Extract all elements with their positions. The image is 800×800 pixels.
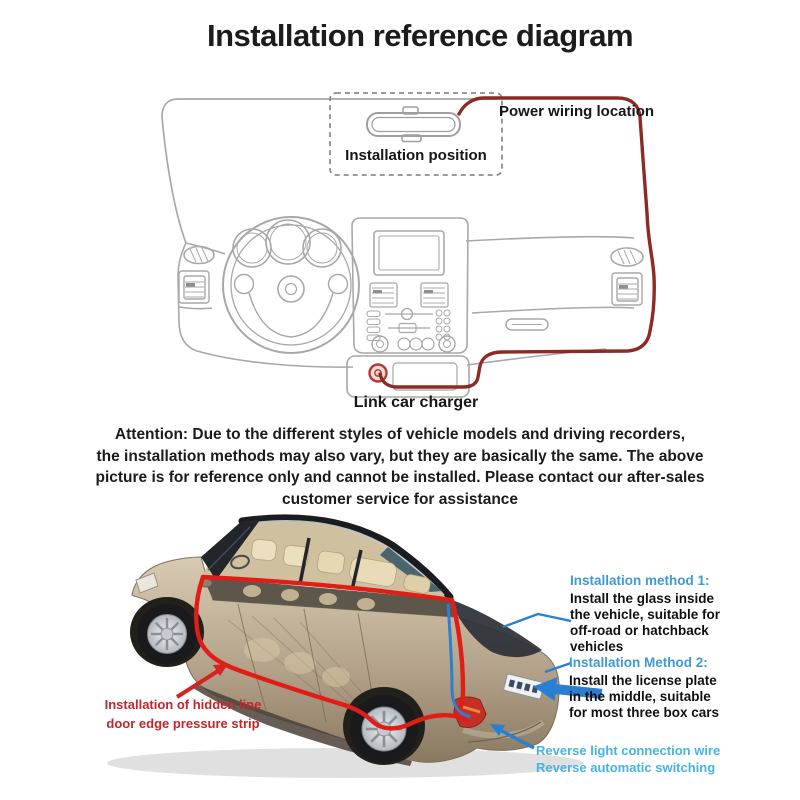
center-console — [352, 218, 468, 353]
method1-line: vehicles — [570, 639, 624, 654]
method2-line: Install the license plate — [569, 673, 717, 688]
hidden-line-text: Installation of hidden line — [104, 697, 262, 712]
attention-line: Attention: Due to the different styles of vehicle models and driving recorders, — [114, 426, 686, 443]
console-tray — [347, 356, 469, 397]
page-title: Installation reference diagram — [206, 18, 634, 53]
steering-wheel — [223, 217, 359, 353]
attention-note — [60, 424, 740, 510]
method1-heading: Installation method 1: — [570, 573, 710, 588]
dashboard-diagram-svg — [0, 85, 800, 415]
method1-line: Install the glass inside — [570, 591, 715, 606]
car-shadow — [107, 748, 583, 778]
method2-heading: Installation Method 2: — [569, 655, 708, 670]
installation-position-label: Installation position — [345, 147, 487, 164]
right-air-vent — [612, 273, 642, 305]
console-screen — [374, 231, 444, 275]
car-charger-plug — [370, 365, 387, 382]
attention-line: the installation methods may also vary, but they are basically the same. The above — [96, 447, 704, 465]
front-wheel — [130, 597, 204, 667]
reverse-light-text: Reverse automatic switching — [536, 759, 716, 775]
method2-line: in the middle, suitable — [569, 689, 711, 704]
hidden-line-text: door edge pressure strip — [106, 716, 260, 731]
attention-line: customer service for assistance — [281, 490, 519, 508]
reverse-light-text: Reverse light connection wire — [536, 743, 721, 758]
method2-line: for most three box cars — [569, 705, 720, 720]
dashboard-outline — [178, 237, 634, 368]
method2-label — [569, 655, 719, 721]
hidden-line-label — [92, 695, 274, 733]
method1-line: the vehicle, suitable for — [570, 607, 721, 622]
method1-pointer — [503, 614, 571, 627]
reverse-light-label — [536, 743, 720, 776]
attention-line: picture is for reference only and cannot be installed. Please contact our after-sales — [95, 469, 705, 486]
right-speaker-grille — [611, 248, 643, 266]
left-air-vent — [179, 271, 209, 303]
link-car-charger-label: Link car charger — [353, 394, 479, 411]
rearview-mirror — [367, 107, 460, 142]
method1-label — [570, 573, 720, 655]
glovebox — [472, 307, 634, 330]
method1-line: off-road or hatchback — [570, 623, 709, 638]
power-wiring-label: Power wiring location — [499, 103, 655, 120]
left-speaker-grille — [184, 247, 214, 264]
